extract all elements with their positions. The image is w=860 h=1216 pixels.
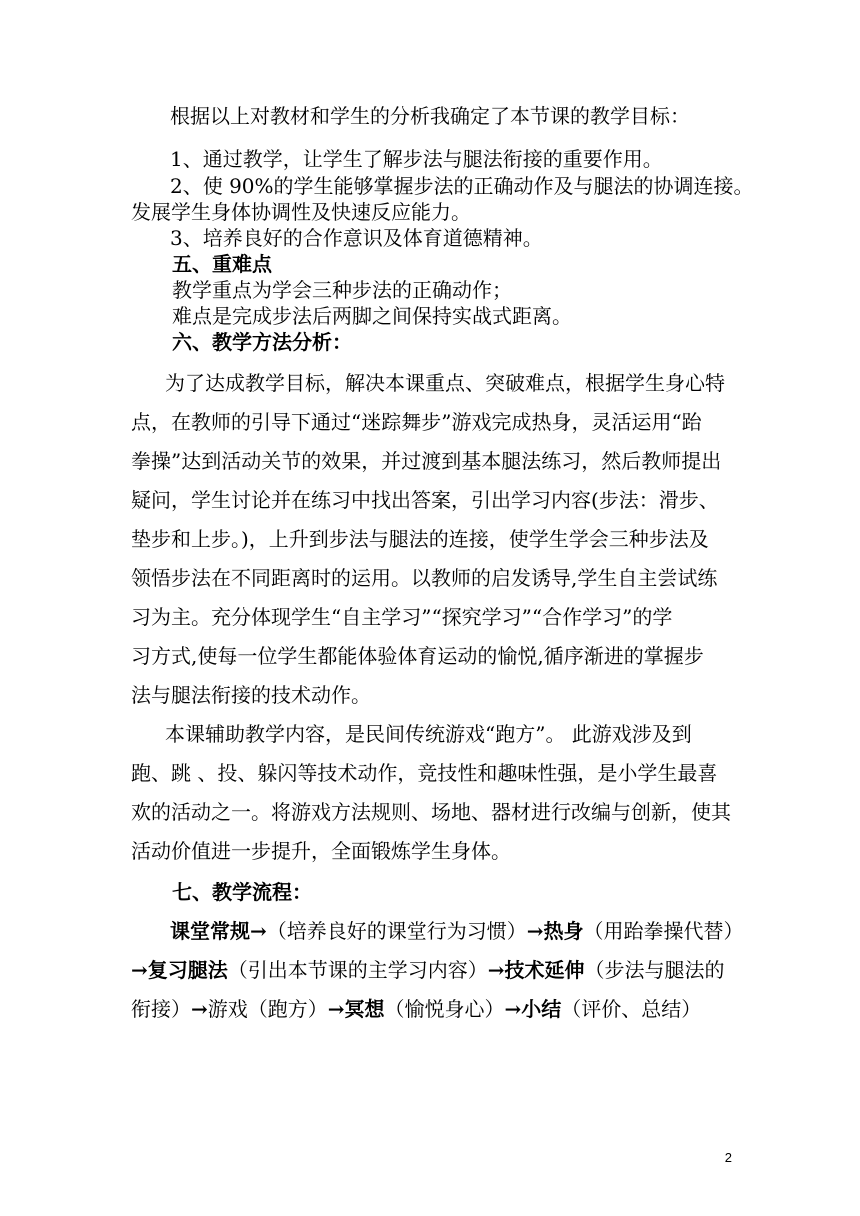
paragraph-line: 疑问，学生讨论并在练习中找出答案，引出学习内容(步法：滑步、	[131, 488, 719, 512]
paragraph-line: 拳操”达到活动关节的效果，并过渡到基本腿法练习，然后教师提出	[131, 449, 722, 473]
arrow-icon: →	[504, 997, 522, 1021]
page-number: 2	[724, 1150, 732, 1165]
flow-line-1	[170, 918, 744, 944]
section-5-heading: 五、重难点	[172, 252, 272, 276]
flow-step: 复习腿法	[147, 958, 228, 982]
flow-desc: （培养良好的课堂行为习惯）	[266, 919, 527, 943]
flow-step: 课堂常规	[170, 919, 250, 943]
flow-desc: （愉悦身心）	[384, 997, 505, 1021]
paragraph-line: 欢的活动之一。将游戏方法规则、场地、器材进行改编与创新，使其	[131, 800, 731, 824]
arrow-icon: →	[191, 997, 208, 1021]
arrow-icon: →	[327, 997, 345, 1021]
flow-desc: （引出本节课的主学习内容）	[227, 958, 488, 982]
flow-desc: 衔接）	[131, 997, 191, 1021]
objective-2: 2、使 90%的学生能够掌握步法的正确动作及与腿法的协调连接。	[170, 174, 754, 198]
flow-step: 技术延伸	[504, 958, 585, 982]
arrow-icon: →	[250, 919, 267, 943]
objective-3: 3、培养良好的合作意识及体育道德精神。	[170, 226, 543, 250]
flow-line-3	[131, 996, 701, 1022]
flow-desc: 游戏（跑方）	[207, 997, 328, 1021]
objective-2-cont: 发展学生身体协调性及快速反应能力。	[131, 200, 471, 224]
paragraph-line: 为了达成教学目标，解决本课重点、突破难点，根据学生身心特	[165, 371, 725, 395]
paragraph-line: 跑、跳 、投、躲闪等技术动作，竞技性和趣味性强，是小学生最喜	[131, 761, 718, 785]
flow-step: 小结	[521, 997, 562, 1021]
paragraph-line: 点，在教师的引导下通过“迷踪舞步”游戏完成热身，灵活运用“跆	[131, 410, 702, 434]
flow-step: 冥想	[344, 997, 385, 1021]
paragraph-line: 习方式,使每一位学生都能体验体育运动的愉悦,循序渐进的掌握步	[131, 644, 704, 668]
flow-desc: （用跆拳操代替）	[583, 919, 744, 943]
section-7-heading: 七、教学流程：	[172, 880, 312, 904]
paragraph-line: 法与腿法衔接的技术动作。	[131, 683, 371, 707]
flow-desc: （评价、总结）	[561, 997, 702, 1021]
objective-1: 1、通过教学，让学生了解步法与腿法衔接的重要作用。	[170, 147, 663, 171]
paragraph-line: 垫步和上步。)，上升到步法与腿法的连接，使学生学会三种步法及	[131, 527, 709, 551]
flow-line-2	[131, 957, 725, 983]
arrow-icon: →	[526, 919, 544, 943]
paragraph-line: 习为主。充分体现学生“自主学习”“探究学习”“合作学习”的学	[131, 605, 673, 629]
paragraph-line: 本课辅助教学内容，是民间传统游戏“跑方”。 此游戏涉及到	[165, 722, 692, 746]
flow-step: 热身	[543, 919, 584, 943]
arrow-icon: →	[131, 958, 148, 982]
difficulty: 难点是完成步法后两脚之间保持实战式距离。	[172, 304, 572, 328]
objectives-intro: 根据以上对教材和学生的分析我确定了本节课的教学目标：	[170, 104, 690, 128]
paragraph-line: 领悟步法在不同距离时的运用。以教师的启发诱导,学生自主尝试练	[131, 566, 718, 590]
paragraph-line: 活动价值进一步提升，全面锻炼学生身体。	[131, 839, 511, 863]
flow-desc: （步法与腿法的	[584, 958, 725, 982]
key-point: 教学重点为学会三种步法的正确动作；	[172, 278, 512, 302]
arrow-icon: →	[487, 958, 505, 982]
section-6-heading: 六、教学方法分析：	[172, 330, 352, 354]
